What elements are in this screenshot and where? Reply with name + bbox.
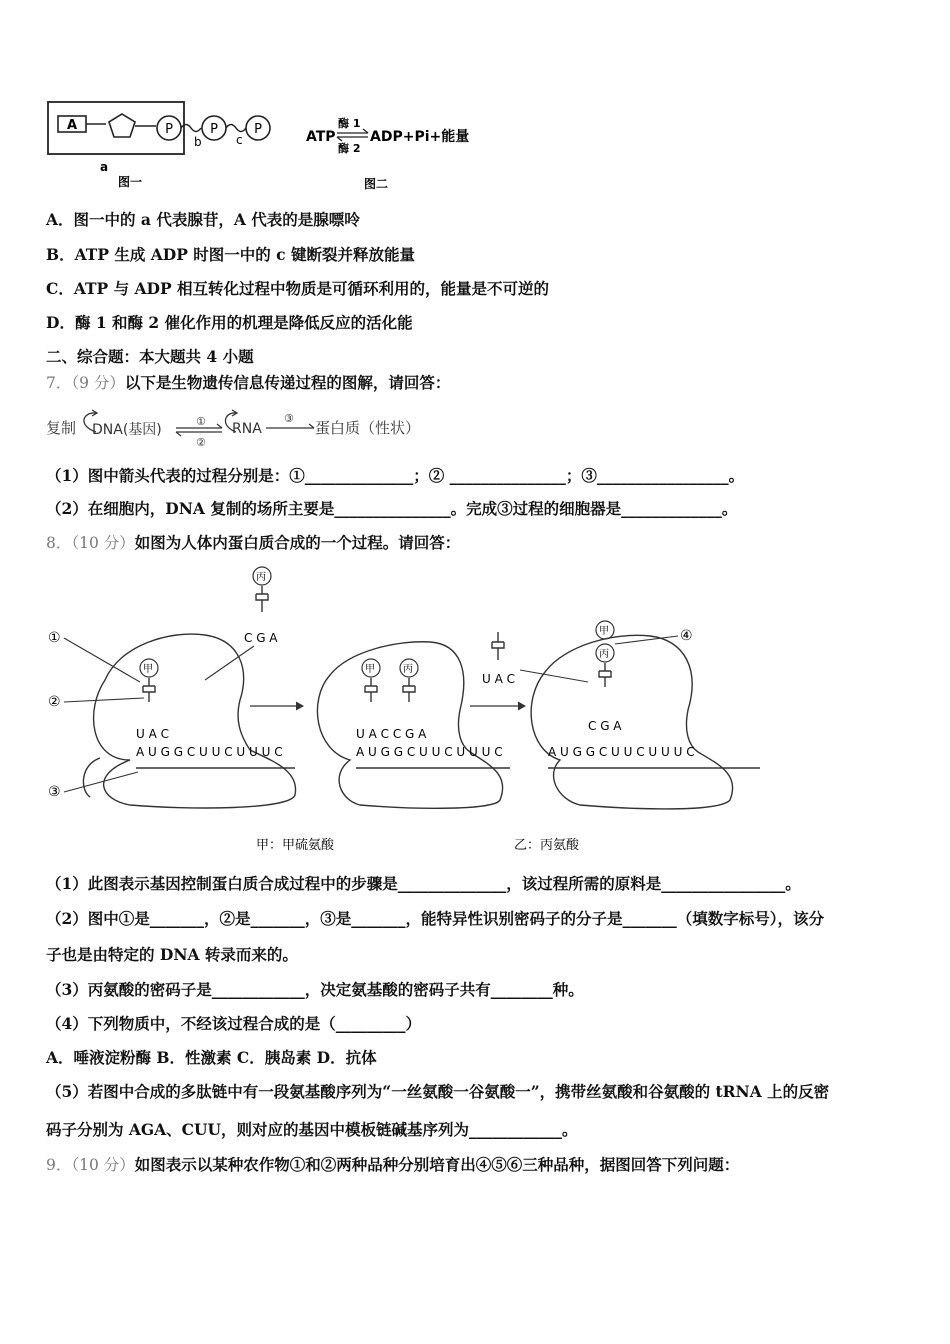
q8-sub4-options: A．唾液淀粉酶 B．性激素 C．胰岛素 D．抗体 xyxy=(46,1048,377,1067)
central-dogma-diagram xyxy=(44,404,464,448)
label-1: ① xyxy=(48,630,61,646)
bond-b-label: b xyxy=(194,135,202,149)
free-cga: C G A xyxy=(244,631,278,645)
adenosine-a-label: a xyxy=(100,160,109,174)
q7-stem-text: 以下是生物遗传信息传递过程的图解，请回答： xyxy=(124,373,451,392)
q8-number: 8． xyxy=(46,534,72,552)
q8-stem-text: 如图为人体内蛋白质合成的一个过程。请回答： xyxy=(134,533,461,552)
q8-sub3: （3）丙氨酸的密码子是____________，决定氨基酸的密码子共有________种。 xyxy=(46,980,584,999)
replicate-label: 复制 xyxy=(46,419,77,437)
p2-bing: 丙 xyxy=(403,664,413,675)
bond-c-label: c xyxy=(236,133,243,147)
enzyme-1-label: 酶 1 xyxy=(338,117,361,130)
arrow-1-label: ① xyxy=(196,415,206,428)
phosphate-1-label: P xyxy=(165,122,173,137)
p3-jia: 甲 xyxy=(599,626,609,637)
fig1-caption: 图一 xyxy=(118,175,143,189)
q8-sub5b: 码子分别为 AGA、CUU，则对应的基因中模板链碱基序列为____________。 xyxy=(46,1120,578,1139)
enzyme-2-label: 酶 2 xyxy=(338,142,361,155)
protein-label: 蛋白质（性状） xyxy=(315,419,421,437)
q6-option-b: B．ATP 生成 ADP 时图一中的 c 键断裂并释放能量 xyxy=(46,245,416,264)
p2-uaccga: U A C C G A xyxy=(356,727,427,741)
q6-option-d: D．酶 1 和酶 2 催化作用的机理是降低反应的活化能 xyxy=(46,313,413,332)
phosphate-2-label: P xyxy=(210,122,218,137)
p3-cga: C G A xyxy=(588,719,622,733)
translation-diagram xyxy=(40,560,760,860)
q7-sub2: （2）在细胞内，DNA 复制的场所主要是_______________。完成③过程的细胞器是_____________。 xyxy=(46,499,738,518)
q6-option-a: A．图一中的 a 代表腺苷，A 代表的是腺嘌呤 xyxy=(46,210,360,229)
phosphate-3-label: P xyxy=(254,122,262,137)
q7-stem xyxy=(46,373,450,393)
legend-jia: 甲：甲硫氨酸 xyxy=(256,838,335,853)
legend-yi: 乙：丙氨酸 xyxy=(514,838,580,853)
q8-sub4: （4）下列物质中，不经该过程合成的是（_________） xyxy=(46,1014,422,1033)
q7-score: （9 分） xyxy=(71,374,125,392)
q7-number: 7． xyxy=(46,374,72,392)
reaction-right: ADP+Pi+能量 xyxy=(370,129,470,145)
q8-sub5a: （5）若图中合成的多肽链中有一段氨基酸序列为“一丝氨酸一谷氨酸一”，携带丝氨酸和谷氨酸的 tRNA 上的反密 xyxy=(46,1082,830,1101)
q9-stem-text: 如图表示以某种农作物①和②两种品种分别培育出④⑤⑥三种品种，据图回答下列问题： xyxy=(134,1155,740,1174)
q7-sub1: （1）图中箭头代表的过程分别是：①______________；② _______________；③_________________。 xyxy=(46,466,745,485)
adenine-box-label: A xyxy=(66,118,78,133)
section-heading: 二、综合题：本大题共 4 小题 xyxy=(46,347,254,366)
p2-mrna: A U G G C U U C U U U C xyxy=(356,745,503,759)
p2-jia: 甲 xyxy=(365,664,375,675)
arrow-3-label: ③ xyxy=(284,412,294,425)
p3-mrna: A U G G C U U C U U U C xyxy=(548,745,695,759)
q9-number: 9． xyxy=(46,1156,72,1174)
p1-mrna: A U G G C U U C U U U C xyxy=(136,745,283,759)
atp-structure-figure xyxy=(44,96,284,196)
q9-score: （10 分） xyxy=(71,1156,135,1174)
p1-jia: 甲 xyxy=(143,664,153,675)
q6-option-c: C．ATP 与 ADP 相互转化过程中物质是可循环利用的，能量是不可逆的 xyxy=(46,279,550,298)
free-bing: 丙 xyxy=(256,572,266,583)
q8-sub1: （1）此图表示基因控制蛋白质合成过程中的步骤是______________，该过程所需的原料是________________。 xyxy=(46,874,801,893)
q8-stem xyxy=(46,533,460,553)
reaction-left: ATP xyxy=(306,129,336,145)
q9-stem xyxy=(46,1155,739,1175)
arrow-2-label: ② xyxy=(196,436,206,448)
atp-reaction-figure xyxy=(300,112,490,194)
q8-sub2a: （2）图中①是_______，②是_______，③是_______，能特异性识别密码子的分子是_______（填数字标号），该分 xyxy=(46,909,825,928)
dna-label: DNA(基因) xyxy=(92,422,162,438)
label-3: ③ xyxy=(48,784,61,800)
q8-sub2b: 子也是由特定的 DNA 转录而来的。 xyxy=(46,945,298,964)
fig2-caption: 图二 xyxy=(364,177,389,191)
label-2: ② xyxy=(48,694,61,710)
label-4: ④ xyxy=(680,628,693,644)
p3-bing: 丙 xyxy=(599,649,609,660)
free-uac: U A C xyxy=(482,672,515,686)
q8-score: （10 分） xyxy=(71,534,135,552)
p1-uac: U A C xyxy=(136,727,169,741)
rna-label: RNA xyxy=(232,421,262,437)
